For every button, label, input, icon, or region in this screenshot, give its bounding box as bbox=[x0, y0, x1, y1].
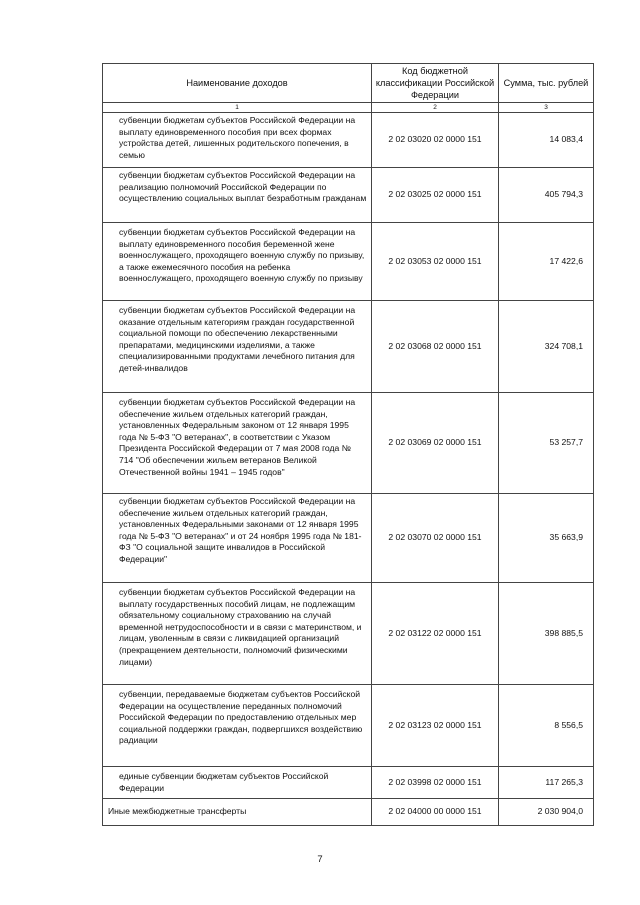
row-code: 2 02 03070 02 0000 151 bbox=[372, 494, 499, 583]
row-sum: 117 265,3 bbox=[499, 767, 594, 799]
row-sum: 35 663,9 bbox=[499, 494, 594, 583]
row-name: субвенции бюджетам субъектов Российской Федерации на оказание отдельным категориям граждан государственной социальной помощи по обеспечению лекарственными препаратами, медицинскими изделиями, а также специализированными продуктами лечебного питания для детей-инвалидов bbox=[103, 301, 372, 393]
column-number: 2 bbox=[372, 103, 499, 113]
row-sum: 8 556,5 bbox=[499, 685, 594, 767]
row-code: 2 02 03122 02 0000 151 bbox=[372, 583, 499, 685]
table-row bbox=[103, 113, 594, 168]
table-row bbox=[103, 685, 594, 767]
table-row bbox=[103, 583, 594, 685]
row-code: 2 02 03123 02 0000 151 bbox=[372, 685, 499, 767]
table-row bbox=[103, 799, 594, 826]
column-number: 1 bbox=[103, 103, 372, 113]
table-row bbox=[103, 223, 594, 301]
page-number: 7 bbox=[317, 854, 323, 865]
column-number-row bbox=[103, 103, 594, 113]
row-code: 2 02 03068 02 0000 151 bbox=[372, 301, 499, 393]
row-sum: 17 422,6 bbox=[499, 223, 594, 301]
table-row bbox=[103, 767, 594, 799]
row-code: 2 02 04000 00 0000 151 bbox=[372, 799, 499, 826]
revenue-table bbox=[102, 63, 594, 826]
row-code: 2 02 03998 02 0000 151 bbox=[372, 767, 499, 799]
row-name: субвенции, передаваемые бюджетам субъектов Российской Федерации на осуществление переданных полномочий Российской Федерации по предоставлению отдельных мер социальной поддержки граждан, подвергшихся воздействию радиации bbox=[103, 685, 372, 767]
table-row bbox=[103, 393, 594, 494]
row-code: 2 02 03025 02 0000 151 bbox=[372, 168, 499, 223]
header-name: Наименование доходов bbox=[103, 64, 372, 103]
header-code: Код бюджетной классификации Российской Федерации bbox=[372, 64, 499, 103]
row-name: субвенции бюджетам субъектов Российской Федерации на выплату государственных пособий лицам, не подлежащим обязательному социальному страхованию на случай временной нетрудоспособности и в связи с материнством, и лицам, уволенным в связи с ликвидацией организаций (прекращением деятельности, полномочий физическими лицами) bbox=[103, 583, 372, 685]
row-name: субвенции бюджетам субъектов Российской Федерации на обеспечение жильем отдельных категорий граждан, установленных Федеральным законом от 12 января 1995 года № 5-ФЗ "О ветеранах", в соответствии с Указом Президента Российской Федерации от 7 мая 2008 года № 714 "Об обеспечении жильем ветеранов Великой Отечественной войны 1941 – 1945 годов" bbox=[103, 393, 372, 494]
row-name: единые субвенции бюджетам субъектов Российской Федерации bbox=[103, 767, 372, 799]
row-sum: 324 708,1 bbox=[499, 301, 594, 393]
row-name: субвенции бюджетам субъектов Российской Федерации на реализацию полномочий Российской Федерации по осуществлению социальных выплат безработным гражданам bbox=[103, 168, 372, 223]
row-name: субвенции бюджетам субъектов Российской Федерации на выплату единовременного пособия при всех формах устройства детей, лишенных родительского попечения, в семью bbox=[103, 113, 372, 168]
row-code: 2 02 03053 02 0000 151 bbox=[372, 223, 499, 301]
row-sum: 2 030 904,0 bbox=[499, 799, 594, 826]
table-row bbox=[103, 494, 594, 583]
table-header-row bbox=[103, 64, 594, 103]
row-sum: 14 083,4 bbox=[499, 113, 594, 168]
row-code: 2 02 03020 02 0000 151 bbox=[372, 113, 499, 168]
row-sum: 405 794,3 bbox=[499, 168, 594, 223]
row-sum: 398 885,5 bbox=[499, 583, 594, 685]
row-sum: 53 257,7 bbox=[499, 393, 594, 494]
header-sum: Сумма, тыс. рублей bbox=[499, 64, 594, 103]
table-row bbox=[103, 301, 594, 393]
table-row bbox=[103, 168, 594, 223]
row-name: субвенции бюджетам субъектов Российской Федерации на выплату единовременного пособия беременной жене военнослужащего, проходящего военную службу по призыву, а также ежемесячного пособия на ребенка военнослужащего, проходящего военную службу по призыву bbox=[103, 223, 372, 301]
row-code: 2 02 03069 02 0000 151 bbox=[372, 393, 499, 494]
row-name: субвенции бюджетам субъектов Российской Федерации на обеспечение жильем отдельных категорий граждан, установленных Федеральными законами от 12 января 1995 года № 5-ФЗ "О ветеранах" и от 24 ноября 1995 года № 181-ФЗ "О социальной защите инвалидов в Российской Федерации" bbox=[103, 494, 372, 583]
row-name: Иные межбюджетные трансферты bbox=[103, 799, 372, 826]
column-number: 3 bbox=[499, 103, 594, 113]
